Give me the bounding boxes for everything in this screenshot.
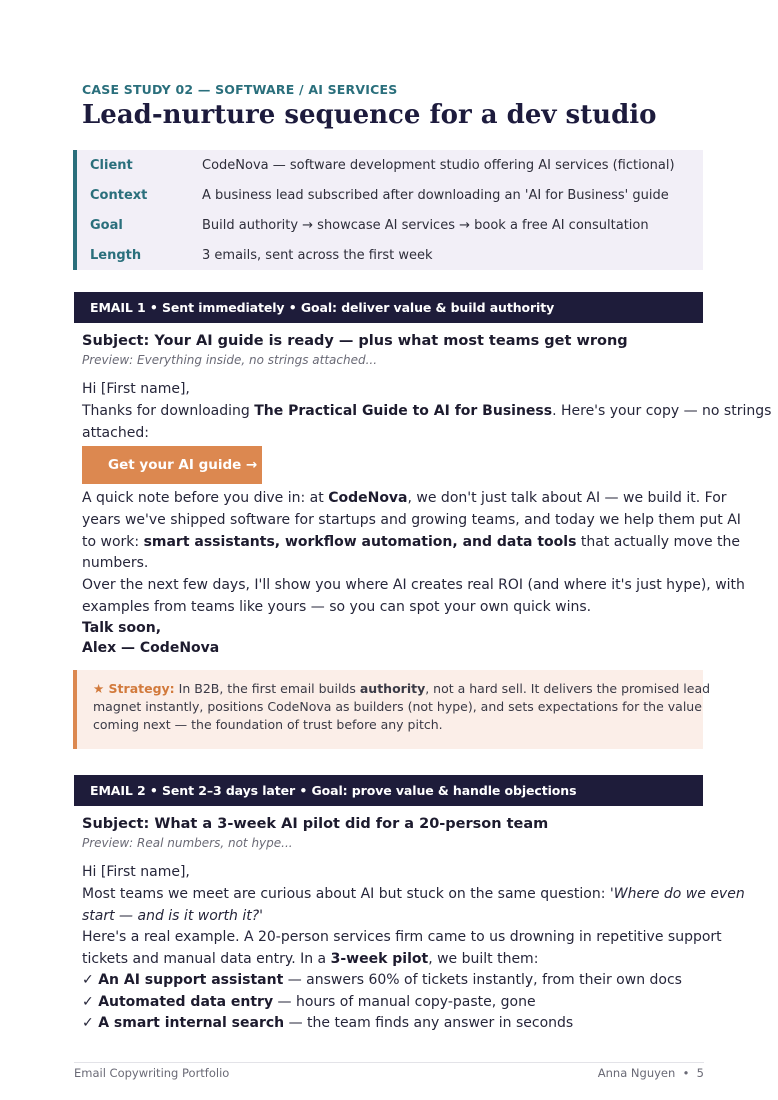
email-1-greeting: Hi [First name],	[82, 381, 190, 397]
email-2-subject: Subject: What a 3-week AI pilot did for a 20-person team	[82, 816, 549, 832]
email-2-paragraph-line: Most teams we meet are curious about AI but stuck on the same question: 'Where do we even	[82, 886, 745, 902]
email-1-paragraph-line: years we've shipped software for startups and growing teams, and today we help them put AI	[82, 512, 741, 528]
email-2-paragraph-line: tickets and manual data entry. In a 3-week pilot, we built them:	[82, 951, 539, 967]
email-2-header: EMAIL 2 • Sent 2–3 days later • Goal: prove value & handle objections	[74, 775, 703, 806]
guide-title: The Practical Guide to AI for Business	[254, 403, 553, 419]
info-value: 3 emails, sent across the first week	[202, 247, 433, 263]
email-1-paragraph-line: examples from teams like yours — so you can spot your own quick wins.	[82, 599, 592, 615]
check-icon: ✓	[82, 1015, 94, 1031]
info-value: CodeNova — software development studio offering AI services (fictional)	[202, 157, 675, 173]
info-label: Goal	[90, 217, 123, 233]
email-1-signature: Alex — CodeNova	[82, 640, 220, 656]
email-2-preview: Preview: Real numbers, not hype...	[82, 836, 293, 850]
info-value: Build authority → showcase AI services → book a free AI consultation	[202, 217, 649, 233]
strategy-note	[73, 670, 711, 749]
info-row-length	[77, 240, 703, 270]
info-label: Length	[90, 247, 142, 263]
benefit-list-item: ✓ Automated data entry — hours of manual copy-paste, gone	[82, 994, 536, 1010]
info-label: Client	[90, 157, 133, 173]
footer-divider	[74, 1062, 704, 1063]
email-1-subject: Subject: Your AI guide is ready — plus what most teams get wrong	[82, 333, 628, 349]
email-1-paragraph-line: attached:	[82, 425, 149, 441]
benefit-list-item: ✓ A smart internal search — the team finds any answer in seconds	[82, 1015, 574, 1031]
email-2-paragraph-line: Here's a real example. A 20-person services firm came to us drowning in repetitive support	[82, 929, 722, 945]
case-study-kicker: CASE STUDY 02 — SOFTWARE / AI SERVICES	[82, 82, 398, 97]
case-info-table	[73, 150, 703, 270]
footer-portfolio-title: Email Copywriting Portfolio	[74, 1066, 230, 1080]
page-title: Lead-nurture sequence for a dev studio	[82, 100, 657, 130]
info-row-goal	[77, 210, 703, 240]
strategy-tag: ★ Strategy:	[93, 681, 175, 696]
strategy-line: coming next — the foundation of trust before any pitch.	[93, 717, 443, 732]
info-row-client	[77, 150, 703, 180]
info-label: Context	[90, 187, 148, 203]
email-1-signoff: Talk soon,	[82, 620, 162, 636]
footer-author-page: Anna Nguyen • 5	[597, 1066, 704, 1080]
email-1-header: EMAIL 1 • Sent immediately • Goal: deliver value & build authority	[74, 292, 703, 323]
email-1-paragraph-line: A quick note before you dive in: at CodeNova, we don't just talk about AI — we build it. For	[82, 490, 727, 506]
check-icon: ✓	[82, 994, 94, 1010]
info-row-context	[77, 180, 703, 210]
strategy-line: magnet instantly, positions CodeNova as builders (not hype), and sets expectations for the value	[93, 699, 702, 714]
email-2-paragraph-line: start — and is it worth it?'	[82, 908, 264, 924]
check-icon: ✓	[82, 972, 94, 988]
email-1-paragraph-line: to work: smart assistants, workflow automation, and data tools that actually move the	[82, 534, 741, 550]
email-1-paragraph-line: Over the next few days, I'll show you where AI creates real ROI (and where it's just hype), with	[82, 577, 745, 593]
get-guide-button[interactable]: Get your AI guide →	[82, 446, 262, 484]
email-1-preview: Preview: Everything inside, no strings attached...	[82, 353, 378, 367]
info-value: A business lead subscribed after downloading an 'AI for Business' guide	[202, 187, 669, 203]
email-1-paragraph-line: numbers.	[82, 555, 149, 571]
email-2-greeting: Hi [First name],	[82, 864, 190, 880]
email-1-paragraph-line: Thanks for downloading The Practical Guide to AI for Business. Here's your copy — no strings	[82, 403, 772, 419]
strategy-line: ★ Strategy: In B2B, the first email builds authority, not a hard sell. It delivers the promised lead	[93, 681, 711, 696]
benefit-list-item: ✓ An AI support assistant — answers 60% of tickets instantly, from their own docs	[82, 972, 682, 988]
